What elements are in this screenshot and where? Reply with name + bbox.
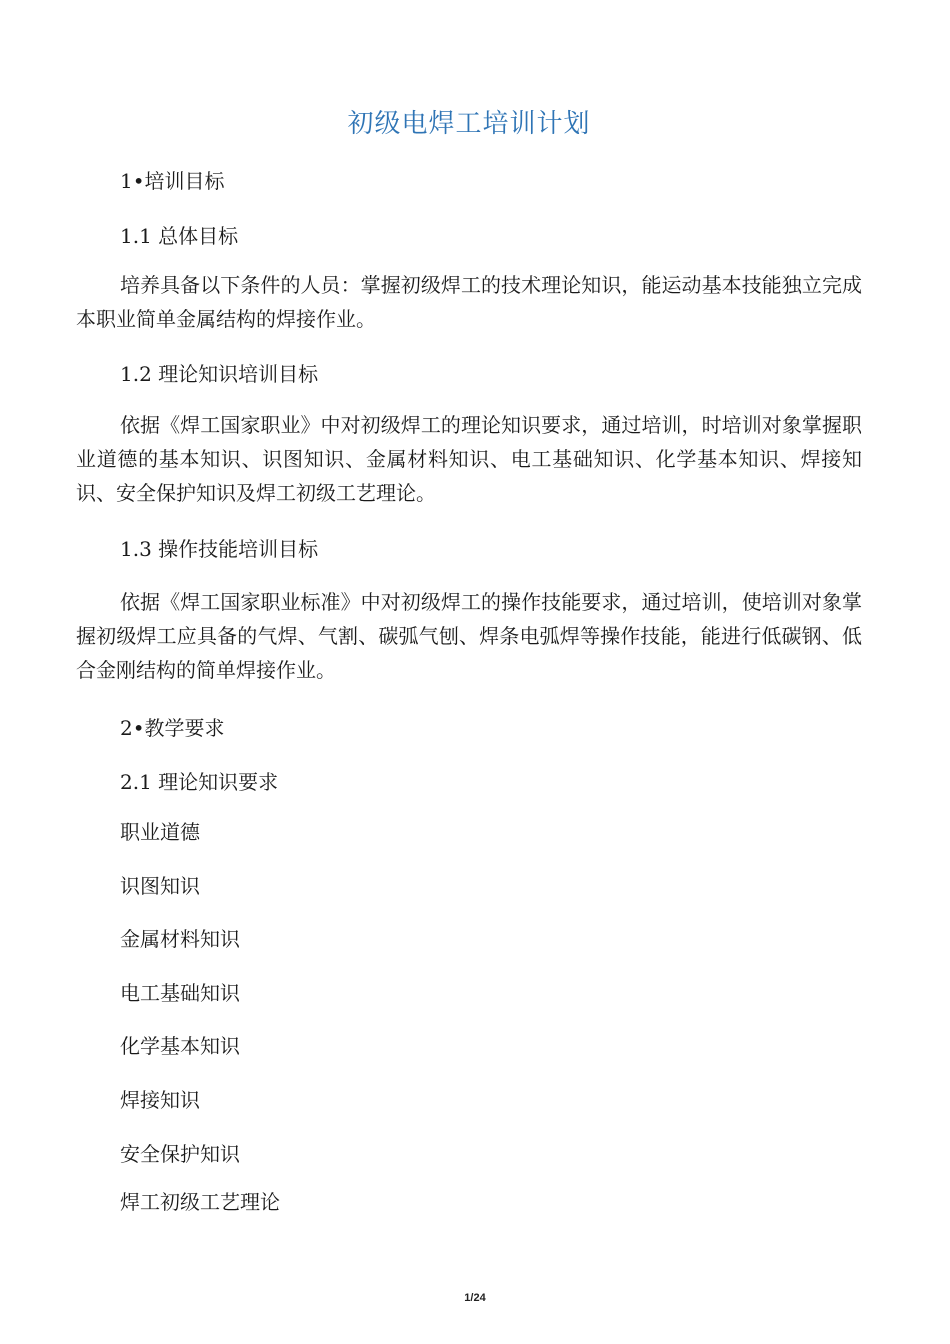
list-item: 焊工初级工艺理论: [120, 1190, 280, 1214]
list-item: 焊接知识: [120, 1088, 200, 1112]
section-1-1-heading: 1.1 总体目标: [120, 224, 239, 248]
section-1-3-paragraph: 依据《焊工国家职业标准》中对初级焊工的操作技能要求，通过培训，使培训对象掌握初级焊工应具备的气焊、气割、碳弧气刨、焊条电弧焊等操作技能，能进行低碳钢、低合金刚结构的简单焊接作业。: [76, 590, 862, 682]
list-item: 化学基本知识: [120, 1034, 240, 1058]
list-item: 安全保护知识: [120, 1142, 240, 1166]
section-1-1-paragraph: 培养具备以下条件的人员：掌握初级焊工的技术理论知识，能运动基本技能独立完成本职业简单金属结构的焊接作业。: [76, 273, 862, 331]
section-1-2-heading: 1.2 理论知识培训目标: [120, 362, 319, 386]
list-item: 电工基础知识: [120, 981, 240, 1005]
document-title: 初级电焊工培训计划: [347, 109, 591, 139]
section-1-3-heading: 1.3 操作技能培训目标: [120, 537, 319, 561]
list-item: 金属材料知识: [120, 927, 240, 951]
section-2-1-heading: 2.1 理论知识要求: [120, 770, 279, 794]
page-number: 1/24: [464, 1292, 486, 1304]
section-1-2-paragraph: 依据《焊工国家职业》中对初级焊工的理论知识要求，通过培训，时培训对象掌握职业道德的基本知识、识图知识、金属材料知识、电工基础知识、化学基本知识、焊接知识、安全保护知识及焊工初级工艺理论。: [76, 413, 862, 505]
section-2-heading: 2•教学要求: [120, 716, 225, 740]
list-item: 职业道德: [120, 820, 200, 844]
list-item: 识图知识: [120, 874, 200, 898]
section-1-heading: 1•培训目标: [120, 169, 225, 193]
